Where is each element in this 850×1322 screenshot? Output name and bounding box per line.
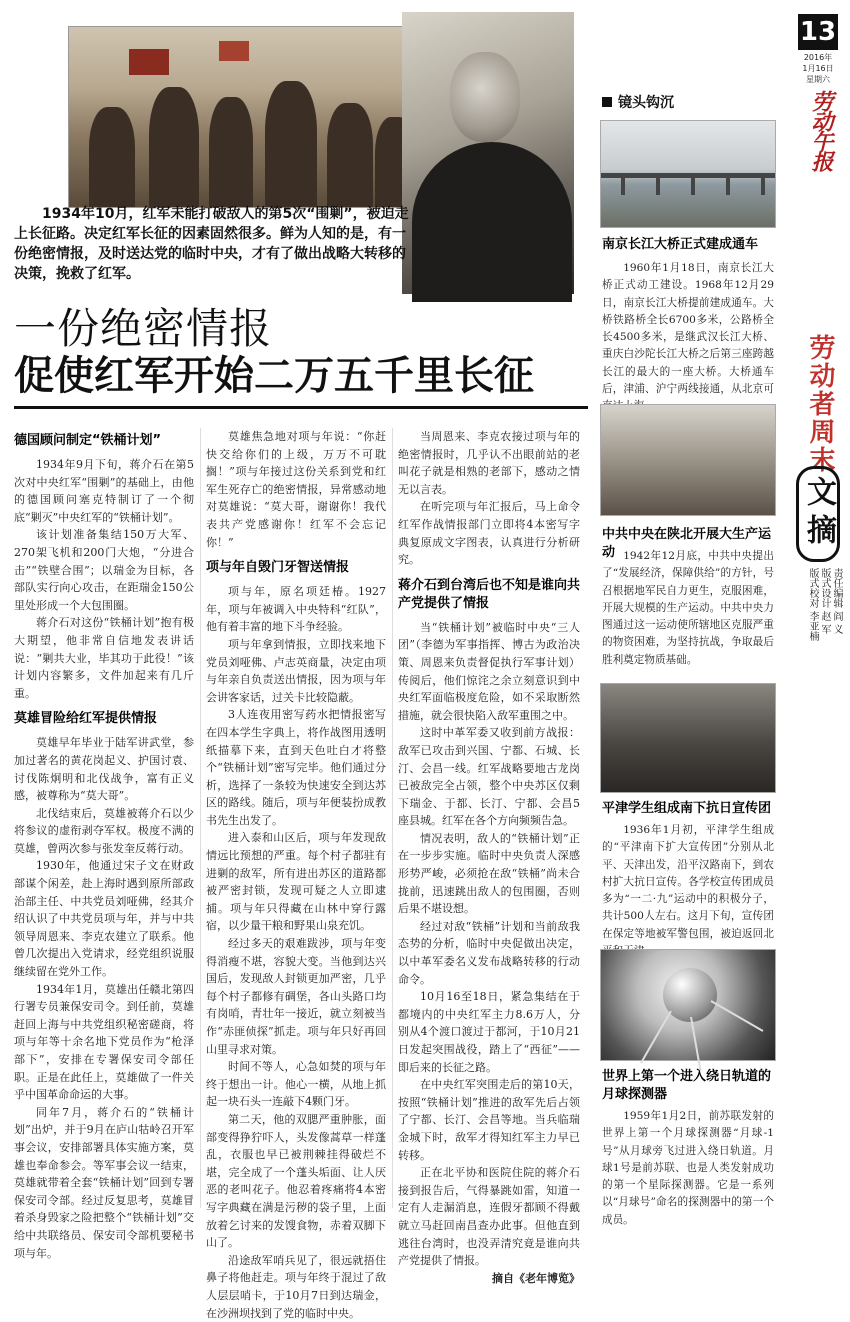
portrait-body (412, 142, 572, 302)
column-name: 劳动者周末 (805, 334, 835, 474)
headline-line1: 一份绝密情报 (14, 304, 273, 353)
bridge-photo (600, 120, 776, 228)
bridge-pier (761, 177, 765, 195)
probe-sphere (663, 968, 717, 1022)
credit-line: 责任编辑 阎 义 (831, 568, 842, 635)
article-source: 摘自《老年博览》 (492, 1271, 580, 1285)
luna-probe-photo (600, 949, 776, 1061)
sidebar-heading: 平津学生组成南下抗日宣传团 (602, 801, 772, 816)
headline-rule (14, 406, 588, 409)
sidebar-paragraph: 1959年1月2日，前苏联发射的世界上第一个月球探测器“月球-1号”从月球旁飞过进入绕日轨道。月球1号是前苏联、也是人类发射成功的第一个星际探测器。它是一系列以“月球号”命名的探测器中的第一个成员。 (602, 1110, 774, 1226)
production-photo (600, 404, 776, 516)
painting-figure (149, 87, 199, 207)
painting-figure (89, 107, 135, 207)
date-year: 2016年 (803, 53, 833, 62)
sidebar-title (602, 92, 674, 112)
paragraph: 莫雄焦急地对项与年说：“你赶快交给你们的上级，万万不可耽搁！”项与年接过这份关系到党和红军生死存亡的绝密情报，异常感动地对莫雄说：“莫大哥，谢谢你！我代表共产党感谢你！红军不会忘记你！” (206, 430, 386, 549)
paragraph: 第二天，他的双腮严重肿胀，面部变得狰狞吓人，头发像蒿草一样蓬乱，衣服也早已被荆棘挂得破烂不堪，完全成了一个蓬头垢面、让人厌恶的老叫花子。他忍着疼痛将4本密写字典藏在满是污秽的袋子里，上面放着乞讨来的发馊食物，赤着双脚下山了。 (206, 1112, 386, 1250)
portrait-head (450, 52, 520, 142)
paragraph: 进入泰和山区后，项与年发现敌情远比预想的严重。每个村子都驻有进剿的敌军，所有进出苏区的道路都被严密封锁，发现可疑之人立即逮捕。项与年只得藏在山林中穿行露宿，以少量干粮和野果山泉充饥。 (206, 831, 386, 933)
paragraph: 项与年，原名项廷椿。1927年，项与年被调入中央特科“红队”，他有着丰富的地下斗争经验。 (206, 585, 386, 634)
sidebar-heading: 南京长江大桥正式建成通车 (602, 237, 759, 252)
date-day: 1月16日 (802, 64, 834, 73)
credit-line: 版式设计 赵 军 (819, 568, 830, 635)
students-photo (600, 683, 776, 793)
section-heading: 莫雄冒险给红军提供情报 (14, 711, 158, 727)
paragraph: 1934年1月，莫雄出任赣北第四行署专员兼保安司令。到任前，莫雄赶回上海与中共党组织秘密磋商，将项与年等十余名地下党员作为“枪泽部下”，安排在专署保安司令部任职。正是在此任上，莫雄做了一件关乎中国革命命运的大事。 (14, 982, 194, 1102)
probe-antenna (711, 1000, 764, 1032)
paragraph: 当“铁桶计划”被临时中央“三人团”（李德为军事指挥、博古为政治决策、周恩来负责督促执行军事计划）传阅后，他们惊诧之余立刻意识到中央红军面临极度危险，如不采取断然措施，就会很快陷入敌军重围之中。 (398, 620, 580, 722)
bridge-pier (621, 177, 625, 195)
paragraph: 经过对敌“铁桶”计划和当前敌我态势的分析，临时中央促做出决定，以中革军委名义发布战略转移的行动命令。 (398, 919, 580, 986)
sidebar-paragraph: 1936年1月初，平津学生组成的“平津南下扩大宣传团”分别从北平、天津出发，沿平汉路南下，到农村扩大抗日宣传。各学校宣传团成员多为“一二·九”运动中的积极分子，共计500人左右。这月下旬，宣传团在保定等地被军警包围，被迫返回北 (602, 824, 774, 940)
article-column-2 (206, 428, 386, 1322)
paragraph: 10月16至18日，紧急集结在于都境内的中央红军主力8.6万人，分别从4个渡口渡过于都河，于10月21日发起突围战役，踏上了“西征”——即后来的长征之路。 (398, 990, 580, 1074)
paragraph: 1930年，他通过宋子文在财政部谋个闲差，赴上海时遇到原所部政治部主任、中共党员刘哑佛，经其介绍认识了中共党员项与年，并与中共领导周恩来、李克农建立了联系。他曾几次提出入党请求，经党组织说服继续留在党外工作。 (14, 859, 194, 979)
painting-figure (265, 81, 317, 207)
bridge-deck (601, 173, 775, 178)
column-divider (392, 428, 393, 1208)
hero-painting (68, 26, 410, 208)
probe-antenna (690, 1017, 702, 1072)
headline-line2: 促使红军开始二万五千里长征 (14, 353, 534, 399)
paragraph: 在听完项与年汇报后，马上命令红军作战情报部门立即将4本密写字典复原成文字图表，认真进行分析研究。 (398, 500, 580, 567)
portrait-photo (402, 12, 574, 294)
bridge-pier (691, 177, 695, 195)
sidebar-text (602, 548, 774, 669)
lead-paragraph: 1934年10月，红军未能打破敌人的第5次“围剿”，被迫走上长征路。决定红军长征的因素固然很多。鲜为人知的是，有一份绝密情报，及时送达党的临时中央，才有了做出战略大转移的决策，挽救了红军。 (14, 206, 409, 282)
paragraph: 当周恩来、李克农接过项与年的绝密情报时，几乎认不出眼前站的老叫花子就是相熟的老部下，感动之情无以言表。 (398, 430, 580, 496)
issue-date (792, 52, 844, 85)
sidebar-paragraph: 1942年12月底，中共中央提出了“发展经济，保障供给”的方针，号召根据地军民自力更生，克服困难，开展大规模的生产运动。中共中央力图通过这一运动使所辖地区克服严重的物资困难，为坚持抗战，争取最后胜利奠定物质基础。 (602, 550, 774, 666)
sidebar-text (602, 1108, 774, 1229)
section-heading: 项与年自毁门牙智送情报 (206, 560, 350, 576)
square-bullet-icon (602, 97, 612, 107)
section-name: 文摘 (796, 466, 840, 562)
paragraph: 正在北平协和医院住院的蒋介石接到报告后，气得暴跳如雷，知道一定有人走漏消息，连假牙都顾不得戴就立马赶回南昌查办此事。但他直到逃往台湾时，也没弄清究竟是谁向共产党提供了情报。 (398, 1166, 580, 1268)
paragraph: 1934年9月下旬，蒋介石在第5次对中央红军“围剿”的基础上，由他的德国顾问塞克特制订了一个彻底“剿灭”中央红军的“铁桶计划”。 (14, 458, 194, 524)
paragraph: 该计划准备集结150万大军、270架飞机和200门大炮，“分进合击”“铁壁合围”；以瑞金为目标，各部队实行向心攻击，在距瑞金150公里处形成一个大包围圈。 (14, 528, 194, 612)
paragraph: 经过多天的艰难跋涉，项与年变得消瘦不堪，容貌大变。当他到达兴国后，发现敌人封锁更加严密，几乎每个村子都修有碉堡，各山头路口均有岗哨，青壮年一接近，就立刻被当作“赤匪侦探”抓走。项与年只好再回山里寻求对策。 (206, 937, 386, 1056)
article-column-3 (398, 428, 580, 1287)
section-heading: 德国顾问制定“铁桶计划” (14, 433, 162, 448)
painting-figure (209, 97, 253, 207)
page-number: 13 (798, 14, 838, 50)
paragraph: 3人连夜用密写药水把情报密写在四本学生字典上，将作战图用透明纸描摹下来，直到天色吐白才将整个“铁桶计划”密写完毕。他们通过分析，选择了一条较为快速安全到达苏区的路线。随后，项与年便装扮成教书先生出发了。 (206, 708, 386, 827)
paragraph: 这时中革军委又收到前方战报：敌军已攻击到兴国、宁都、石城、长汀、会昌一线。红军战略要地古龙岗已被敌完全占领，整个中央苏区仅剩下瑞金、于都、长汀、宁都、会昌5座县城。红军在各个方向频频告急。 (398, 726, 580, 828)
column-divider (200, 428, 201, 1208)
painting-figure (327, 103, 373, 207)
paragraph: 在中央红军突围走后的第10天，按照“铁桶计划”推进的敌军先后占领了宁都、长汀、会昌等地。当兵临瑞金城下时，敌军才得知红军主力早已转移。 (398, 1078, 580, 1162)
bridge-pier (726, 177, 730, 195)
painting-flag (129, 49, 169, 75)
paragraph: 项与年拿到情报，立即找来地下党员刘哑佛、卢志英商量，决定由项与年亲自负责送出情报，因为项与年会讲客家话，过关卡比较隐蔽。 (206, 637, 386, 704)
painting-flag (219, 41, 249, 61)
sidebar-title-text: 镜头钩沉 (618, 95, 674, 111)
sidebar-heading: 中共中央在陕北开展大生产运动 (602, 527, 772, 560)
paragraph: 沿途敌军哨兵见了，很远就捂住鼻子将他赶走。项与年终于混过了敌人层层哨卡，于10月7日到达瑞金，在沙洲坝找到了党的临时中央。 (206, 1253, 386, 1320)
paragraph: 蒋介石对这份“铁桶计划”抱有极大期望，他非常自信地发表讲话说：“剿共大业，毕其功于此役！”该计划内容繁多，文件加起来有几斤重。 (14, 616, 194, 700)
credit-line: 版式校对 李亚楠 (807, 568, 818, 642)
editorial-credits (792, 568, 842, 668)
probe-antenna (640, 1011, 672, 1064)
section-heading: 蒋介石到台湾后也不知是谁向共产党提供了情报 (398, 577, 581, 611)
sidebar-paragraph: 1960年1月18日，南京长江大桥正式动工建设。1968年12月29日，南京长江大桥提前建成通车。大桥铁路桥全长6700多米，公路桥全长4500多米，是继武汉长江大桥、重庆白沙陀长江大桥之后第三座跨越长江的最大的一座大桥。大桥通车后，津浦、沪宁两线接通，从北京可 (602, 262, 774, 396)
article-column-1 (14, 428, 194, 1262)
date-weekday: 星期六 (806, 75, 830, 84)
paragraph: 情况表明，敌人的“铁桶计划”正在一步步实施。临时中央负责人深感形势严峻，必须抢在敌“铁桶”尚未合拢前，迅速跳出敌人的包围圈，否则后果不堪设想。 (398, 831, 580, 916)
paragraph: 同年7月，蒋介石的“铁桶计划”出炉，并于9月在庐山牯岭召开军事会议，安排部署具体实施方案，莫雄也奉命参会。等军事会议一结束，莫雄就带着全套“铁桶计划”回到专署保安司令部。经过反复思考，莫雄冒着杀身毁家之险把整个“铁桶计划”交给中共联络员、保安司令部机要秘书项与年。 (14, 1105, 194, 1260)
bridge-pier (656, 177, 660, 195)
newspaper-logo: 劳动午报 (808, 90, 834, 170)
sidebar-heading: 世界上第一个进入绕日轨道的月球探测器 (602, 1069, 772, 1102)
paragraph: 北伐结束后，莫雄被蒋介石以少将参议的虚衔剥夺军权。极度不满的莫雄，曾两次参与张发奎反蒋行动。 (14, 806, 194, 855)
paragraph: 时间不等人，心急如焚的项与年终于想出一计。他心一横，从地上抓起一块石头一连敲下4颗门牙。 (206, 1060, 386, 1109)
sidebar-text (602, 260, 774, 416)
sidebar-text (602, 822, 774, 960)
paragraph: 莫雄早年毕业于陆军讲武堂，参加过著名的黄花岗起义、护国讨袁、讨伐陈炯明和北伐战争，富有正义感，被尊称为“莫大哥”。 (14, 736, 194, 803)
